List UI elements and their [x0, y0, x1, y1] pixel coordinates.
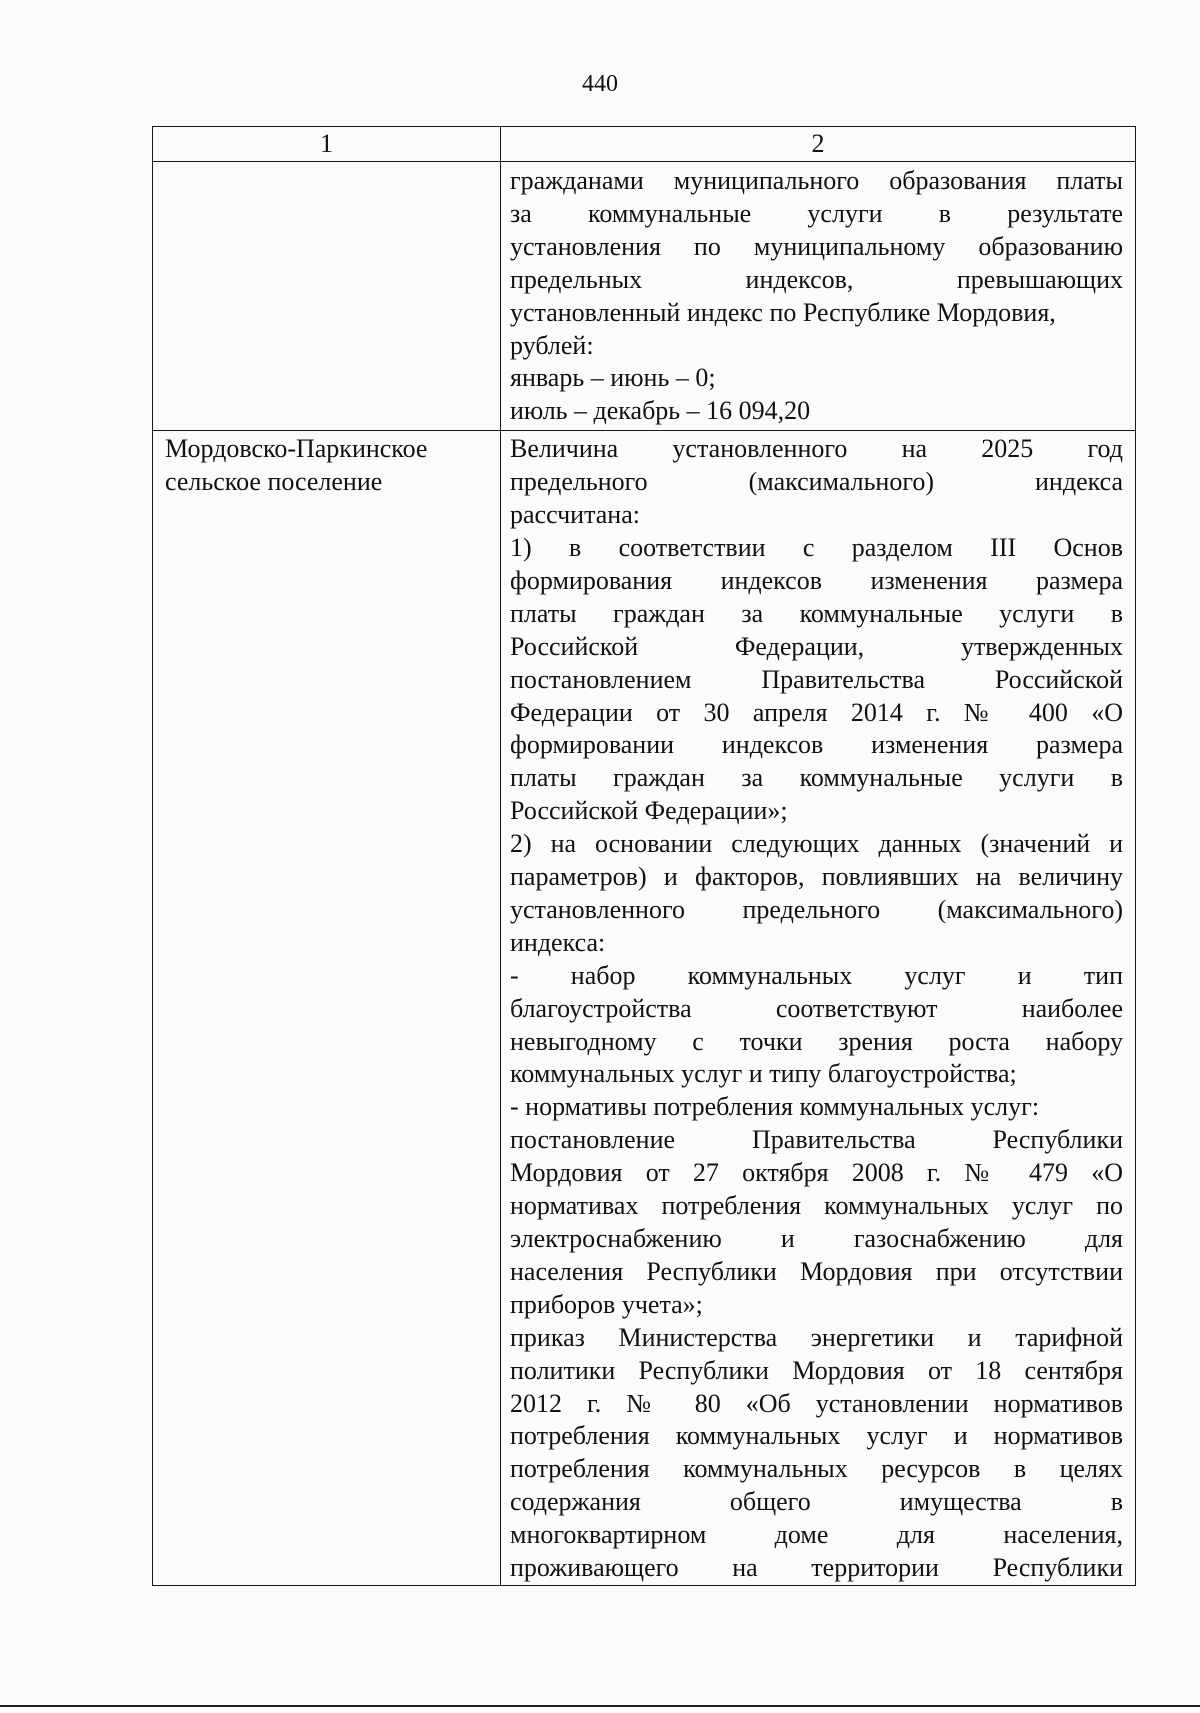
text-line: Мордовия от 27 октября 2008 г. № 479 «О: [510, 1158, 1123, 1188]
text-line: установленного предельного (максимального): [510, 894, 1123, 924]
text-line: июль – декабрь – 16 094,20: [510, 396, 811, 426]
text-line: - нормативы потребления коммунальных услуг:: [510, 1092, 1040, 1122]
text-line: предельного (максимального) индекса: [510, 467, 1123, 497]
text-line: индекса:: [510, 927, 606, 957]
text-line: 1) в соответствии с разделом III Основ: [510, 532, 1123, 562]
text-line: установленный индекс по Республике Мордовия,: [510, 297, 1056, 327]
page-bottom-rule: [0, 1705, 1200, 1707]
page-number: 440: [582, 71, 618, 97]
text-line: 2012 г. № 80 «Об установлении нормативов: [510, 1388, 1123, 1418]
text-line: Федерации от 30 апреля 2014 г. № 400 «О: [510, 697, 1123, 727]
text-line: нормативах потребления коммунальных услуг по: [510, 1191, 1123, 1221]
text-line: потребления коммунальных ресурсов в целях: [510, 1454, 1123, 1484]
text-line: населения Республики Мордовия при отсутствии: [510, 1256, 1123, 1286]
text-line: Мордовско-Паркинское: [165, 434, 428, 464]
text-line: параметров) и факторов, повлиявших на величину: [510, 862, 1123, 892]
row-2-municipality-cell: [153, 431, 501, 1586]
table-row: [153, 162, 1136, 431]
row-1-description-cell: [501, 162, 1136, 431]
text-line: сельское поселение: [165, 467, 383, 497]
text-line: содержания общего имущества в: [510, 1487, 1123, 1517]
text-line: рублей:: [510, 330, 594, 360]
text-line: приказ Министерства энергетики и тарифной: [510, 1322, 1123, 1352]
text-line: потребления коммунальных услуг и нормативов: [510, 1421, 1123, 1451]
text-line: многоквартирном доме для населения,: [510, 1520, 1123, 1550]
text-line: благоустройства соответствуют наиболее: [510, 993, 1123, 1023]
text-line: невыгодному с точки зрения роста набору: [510, 1026, 1123, 1056]
text-line: Российской Федерации»;: [510, 796, 788, 826]
text-line: электроснабжению и газоснабжению для: [510, 1224, 1123, 1253]
text-line: рассчитана:: [510, 500, 640, 530]
text-line: - набор коммунальных услуг и тип: [510, 960, 1123, 990]
text-line: предельных индексов, превышающих: [510, 264, 1123, 294]
table-row: [153, 431, 1136, 1586]
text-line: Российской Федерации, утвержденных: [510, 631, 1123, 661]
text-line: платы граждан за коммунальные услуги в: [510, 598, 1123, 628]
text-line: проживающего на территории Республики: [510, 1553, 1123, 1583]
text-line: установления по муниципальному образованию: [510, 231, 1123, 261]
text-line: политики Республики Мордовия от 18 сентября: [510, 1355, 1123, 1385]
text-line: формирования индексов изменения размера: [510, 565, 1123, 595]
text-line: формировании индексов изменения размера: [510, 730, 1123, 760]
column-header-1: 1: [153, 127, 501, 162]
text-line: приборов учета»;: [510, 1289, 703, 1319]
document-table: [152, 126, 1136, 1586]
column-header-2: 2: [501, 127, 1136, 162]
text-line: 2) на основании следующих данных (значений и: [510, 829, 1123, 859]
text-line: январь – июнь – 0;: [510, 363, 716, 393]
table-header-row: [153, 127, 1136, 162]
text-line: коммунальных услуг и типу благоустройства;: [510, 1059, 1017, 1089]
text-line: платы граждан за коммунальные услуги в: [510, 763, 1123, 793]
text-line: гражданами муниципального образования платы: [510, 166, 1123, 195]
text-line: постановлением Правительства Российской: [510, 664, 1123, 694]
text-line: Величина установленного на 2025 год: [510, 434, 1123, 464]
text-line: постановление Правительства Республики: [510, 1125, 1123, 1155]
text-line: за коммунальные услуги в результате: [510, 198, 1123, 228]
row-1-municipality-cell: [153, 162, 501, 431]
row-2-description-cell: [501, 431, 1136, 1586]
